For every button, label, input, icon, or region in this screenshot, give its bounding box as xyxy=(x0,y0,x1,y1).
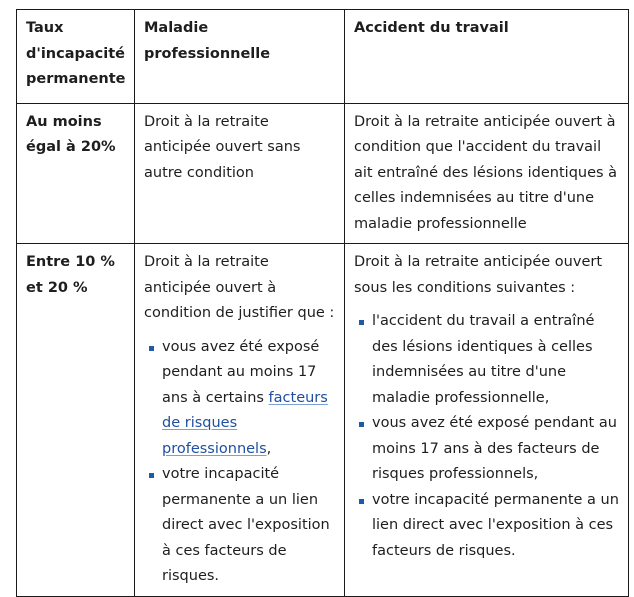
row-rate-20: Au moins égal à 20% xyxy=(17,103,135,244)
table-header-row xyxy=(17,10,629,104)
bullet-text: , xyxy=(266,440,272,457)
maladie-intro: Droit à la retraite anticipée ouvert à condition de justifier que : xyxy=(144,254,335,321)
maladie-conditions-list xyxy=(144,335,338,590)
bullet-text: vous avez été exposé pendant au moins 17 ans à certains xyxy=(162,338,320,406)
cell-accident-10-20 xyxy=(345,244,629,597)
header-taux: Taux d'incapacité permanente xyxy=(17,10,135,104)
cell-maladie-10-20 xyxy=(135,244,345,597)
list-item: l'accident du travail a entraîné des lésions identiques à celles indemnisées au titre d'une maladie professionnelle, xyxy=(372,309,622,411)
header-accident: Accident du travail xyxy=(345,10,629,104)
list-item: votre incapacité permanente a un lien direct avec l'exposition à ces facteurs de risques. xyxy=(372,488,622,565)
table-row xyxy=(17,244,629,597)
row-rate-10-20: Entre 10 % et 20 % xyxy=(17,244,135,597)
facteurs-risques-link[interactable]: facteurs de risques professionnels xyxy=(162,389,328,457)
list-item: votre incapacité permanente a un lien direct avec l'exposition à ces facteurs de risques. xyxy=(162,462,338,590)
table-row xyxy=(17,103,629,244)
cell-accident-20: Droit à la retraite anticipée ouvert à condition que l'accident du travail ait entraîné des lésions identiques à celles indemnisées au titre d'une maladie professionnelle xyxy=(345,103,629,244)
list-item: vous avez été exposé pendant au moins 17 ans à des facteurs de risques professionnels, xyxy=(372,411,622,488)
retirement-conditions-table xyxy=(16,9,629,597)
cell-maladie-20: Droit à la retraite anticipée ouvert sans autre condition xyxy=(135,103,345,244)
accident-intro: Droit à la retraite anticipée ouvert sous les conditions suivantes : xyxy=(354,254,603,296)
header-maladie: Maladie professionnelle xyxy=(135,10,345,104)
list-item xyxy=(162,335,338,463)
accident-conditions-list xyxy=(354,309,622,564)
